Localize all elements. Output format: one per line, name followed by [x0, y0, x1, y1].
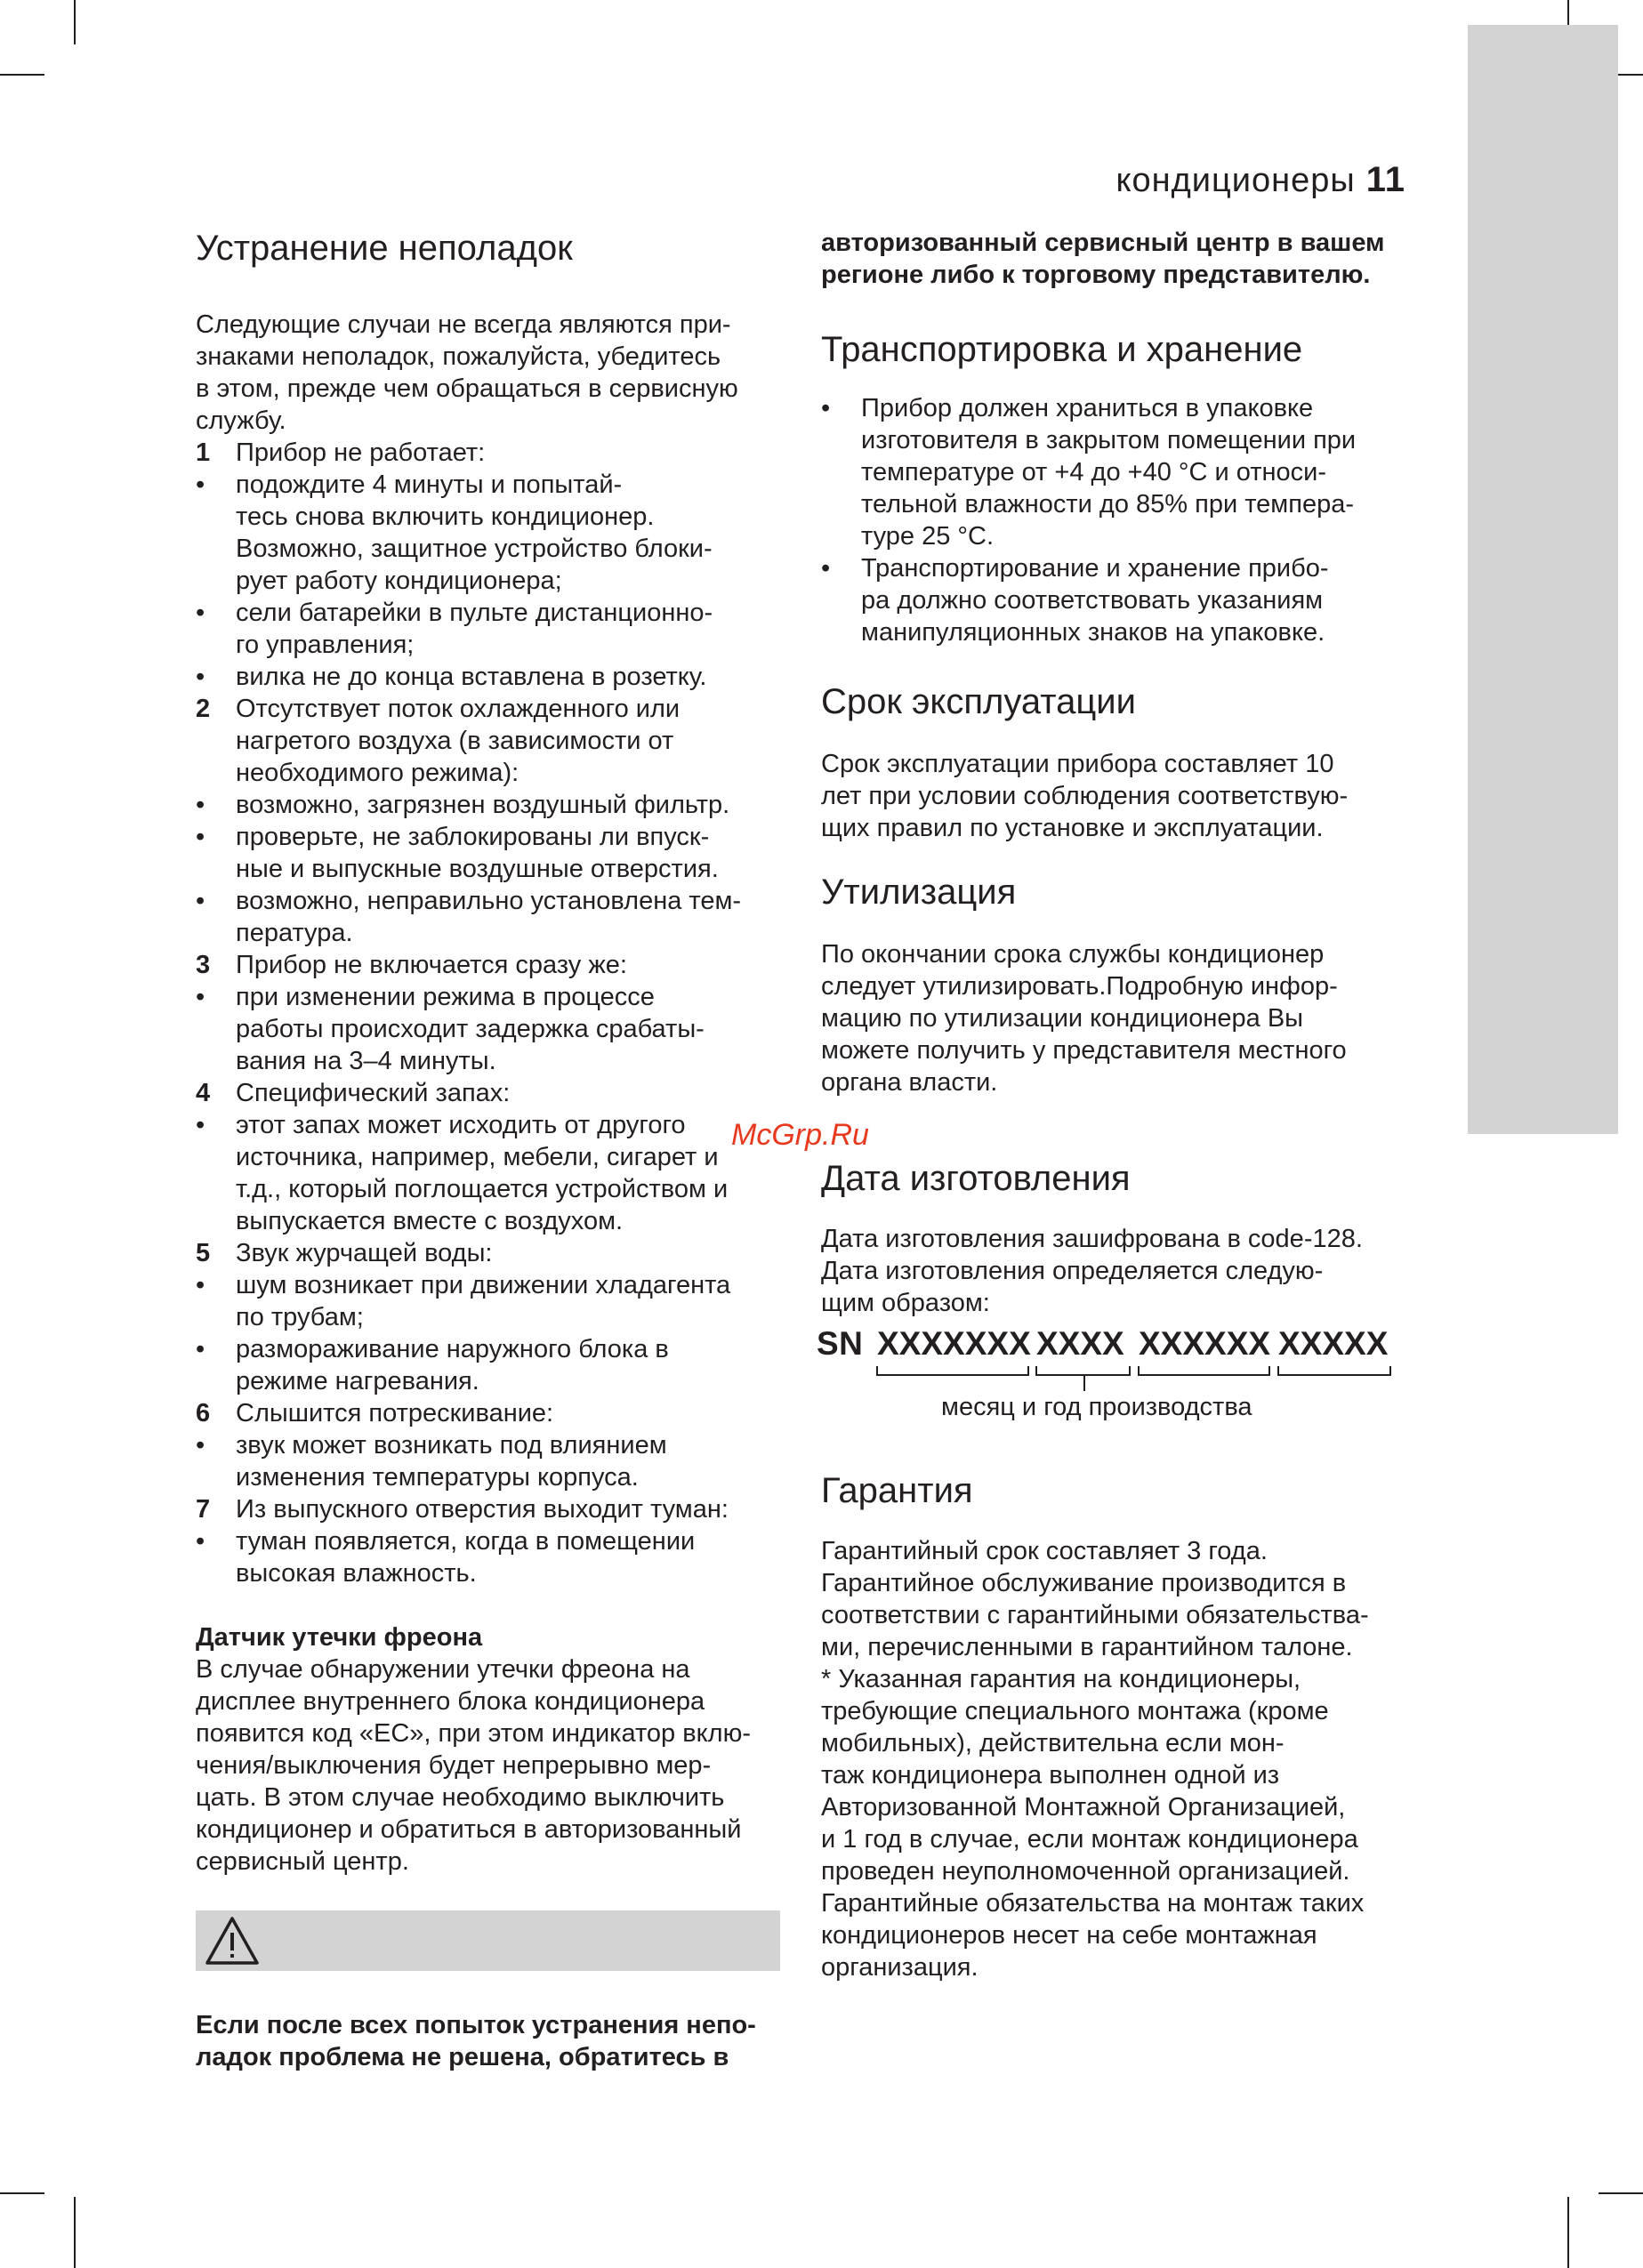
- text-line: Гарантийный срок составляет 3 года.: [821, 1537, 1268, 1565]
- text-line: щим образом:: [821, 1289, 990, 1317]
- text-line: возможно, загрязнен воздушный фильтр.: [236, 791, 730, 819]
- crop-mark: [0, 2192, 44, 2194]
- list-number: 3: [196, 951, 211, 979]
- list-item: [196, 789, 783, 821]
- list-item: [821, 392, 1417, 552]
- text-line: шум возникает при движении хладагента: [236, 1271, 731, 1299]
- text-line: по трубам;: [236, 1303, 364, 1331]
- text-line: По окончании срока службы кондиционер: [821, 940, 1325, 969]
- text-line: звук может возникать под влиянием: [236, 1431, 667, 1460]
- text-line: появится код «ЕС», при этом индикатор вклю-: [196, 1719, 751, 1748]
- bullet-icon: •: [196, 1111, 205, 1139]
- text-line: В случае обнаружении утечки фреона на: [196, 1655, 690, 1684]
- text-line: необходимого режима):: [236, 759, 519, 787]
- text-line: и 1 год в случае, если монтаж кондиционера: [821, 1825, 1358, 1854]
- list-item: [196, 661, 783, 693]
- text-line: пература.: [236, 919, 353, 947]
- text-line: кондиционеров несет на себе монтажная: [821, 1921, 1317, 1950]
- text-line: туре 25 °С.: [861, 522, 995, 551]
- watermark: McGrp.Ru: [731, 1118, 869, 1152]
- text-line: режиме нагревания.: [236, 1367, 479, 1395]
- text-line: проверьте, не заблокированы ли впуск-: [236, 823, 710, 851]
- serial-group: XXXX: [1036, 1325, 1124, 1362]
- serial-caption: месяц и год производства: [941, 1393, 1252, 1421]
- list-item: [196, 981, 783, 1077]
- text-line: * Указанная гарантия на кондиционеры,: [821, 1665, 1301, 1693]
- text-line: щих правил по установке и эксплуатации.: [821, 814, 1324, 842]
- date-title: Дата изготовления: [821, 1159, 1131, 1198]
- text-line: Прибор не работает:: [236, 438, 486, 467]
- serial-group: XXXXX: [1278, 1325, 1389, 1362]
- text-line: цать. В этом случае необходимо выключить: [196, 1783, 725, 1812]
- list-number: 6: [196, 1399, 211, 1428]
- text-line: чения/выключения будет непрерывно мер-: [196, 1751, 712, 1780]
- text-line: Гарантийные обязательства на монтаж таких: [821, 1889, 1365, 1918]
- list-number: 4: [196, 1079, 211, 1107]
- text-line: организация.: [821, 1953, 979, 1982]
- text-line: кондиционер и обратиться в авторизованный: [196, 1815, 742, 1844]
- freon-title: Датчик утечки фреона: [196, 1623, 483, 1652]
- text-line: подождите 4 минуты и попытай-: [236, 470, 623, 499]
- freon-text: [196, 1653, 783, 1878]
- list-item: [196, 1077, 783, 1109]
- text-line: Специфический запах:: [236, 1079, 511, 1107]
- text-line: следует утилизировать.Подробную инфор-: [821, 972, 1338, 1001]
- list-item: [196, 1397, 783, 1429]
- text-line: изменения температуры корпуса.: [236, 1463, 639, 1492]
- text-line: Отсутствует поток охлажденного или: [236, 695, 681, 723]
- text-line: рует работу кондиционера;: [236, 567, 562, 595]
- bullet-icon: •: [821, 394, 831, 422]
- list-item: [196, 1237, 783, 1269]
- bullet-icon: •: [196, 1431, 205, 1460]
- text-line: мобильных), действительна если мон-: [821, 1729, 1285, 1757]
- text-line: ные и выпускные воздушные отверстия.: [236, 855, 719, 883]
- warning-triangle-icon: [205, 1916, 260, 1966]
- bullet-icon: •: [196, 470, 205, 499]
- text-line: авторизованный сервисный центр в вашем: [821, 229, 1385, 257]
- bullet-icon: •: [196, 1335, 205, 1363]
- text-line: лет при условии соблюдения соответствую-: [821, 782, 1349, 810]
- text-line: Следующие случаи не всегда являются при-: [196, 310, 731, 339]
- text-line: го управления;: [236, 631, 415, 659]
- crop-mark: [1567, 2197, 1569, 2268]
- warning-text: [196, 2009, 801, 2073]
- text-line: сели батарейки в пульте дистанционно-: [236, 599, 713, 627]
- list-item: [196, 885, 783, 949]
- text-line: Из выпускного отверстия выходит туман:: [236, 1495, 729, 1524]
- transport-list: [821, 392, 1417, 648]
- list-item: [196, 597, 783, 661]
- list-item: [196, 1493, 783, 1525]
- troubleshooting-intro: [196, 309, 783, 437]
- text-line: Авторизованной Монтажной Организацией,: [821, 1793, 1346, 1822]
- warranty-title: Гарантия: [821, 1471, 973, 1510]
- text-line: источника, например, мебели, сигарет и: [236, 1143, 719, 1171]
- disposal-text: [821, 938, 1417, 1098]
- text-line: Звук журчащей воды:: [236, 1239, 493, 1267]
- text-line: туман появляется, когда в помещении: [236, 1527, 696, 1556]
- bullet-icon: •: [196, 599, 205, 627]
- text-line: ми, перечисленными в гарантийном талоне.: [821, 1633, 1353, 1661]
- serial-number-diagram: [817, 1325, 1395, 1432]
- list-item: [196, 949, 783, 981]
- text-line: требующие специального монтажа (кроме: [821, 1697, 1329, 1725]
- bullet-icon: •: [196, 823, 205, 851]
- text-line: тесь снова включить кондиционер.: [236, 503, 655, 531]
- list-item: [196, 821, 783, 885]
- list-item: [196, 469, 783, 597]
- text-line: размораживание наружного блока в: [236, 1335, 669, 1363]
- serial-group: XXXXXX: [1139, 1325, 1271, 1362]
- text-line: Срок эксплуатации прибора составляет 10: [821, 750, 1334, 778]
- text-line: изготовителя в закрытом помещении при: [861, 426, 1357, 454]
- serial-prefix: SN: [817, 1325, 864, 1362]
- service-continuation: [821, 227, 1417, 291]
- text-line: выпускается вместе с воздухом.: [236, 1207, 624, 1235]
- list-item: [196, 693, 783, 789]
- header-section: кондиционеры: [1115, 162, 1356, 199]
- right-column: [821, 227, 1417, 1319]
- text-line: Прибор не включается сразу же:: [236, 951, 627, 979]
- text-line: можете получить у представителя местного: [821, 1036, 1347, 1065]
- text-line: проведен неуполномоченной организацией.: [821, 1857, 1350, 1886]
- text-line: вания на 3–4 минуты.: [236, 1047, 496, 1075]
- text-line: тельной влажности до 85% при темпера-: [861, 490, 1354, 519]
- list-item: [196, 1109, 783, 1237]
- text-line: работы происходит задержка срабаты-: [236, 1015, 705, 1043]
- text-line: знаками неполадок, пожалуйста, убедитесь: [196, 342, 721, 371]
- list-number: 7: [196, 1495, 211, 1524]
- crop-mark: [74, 2197, 76, 2268]
- text-line: нагретого воздуха (в зависимости от: [236, 727, 674, 755]
- lifetime-title: Срок эксплуатации: [821, 682, 1136, 721]
- crop-mark: [74, 0, 76, 44]
- lifetime-text: [821, 748, 1417, 844]
- bullet-icon: •: [196, 1271, 205, 1299]
- text-line: мацию по утилизации кондиционера Вы: [821, 1004, 1304, 1033]
- text-line: сервисный центр.: [196, 1847, 409, 1876]
- bullet-icon: •: [196, 887, 205, 915]
- text-line: Слышится потрескивание:: [236, 1399, 554, 1428]
- text-line: этот запах может исходить от другого: [236, 1111, 686, 1139]
- list-item: [196, 437, 783, 469]
- text-line: дисплее внутреннего блока кондиционера: [196, 1687, 705, 1716]
- text-line: ра должно соответствовать указаниям: [861, 586, 1324, 615]
- bullet-icon: •: [196, 1527, 205, 1556]
- text-line: Дата изготовления зашифрована в code-128.: [821, 1225, 1363, 1253]
- bullet-icon: •: [196, 983, 205, 1011]
- text-line: при изменении режима в процессе: [236, 983, 655, 1011]
- text-line: Прибор должен храниться в упаковке: [861, 394, 1314, 422]
- text-line: Дата изготовления определяется следую-: [821, 1257, 1324, 1285]
- transport-title: Транспортировка и хранение: [821, 330, 1303, 369]
- bullet-icon: •: [196, 791, 205, 819]
- text-line: высокая влажность.: [236, 1559, 477, 1588]
- list-item: [196, 1525, 783, 1589]
- troubleshooting-title: Устранение неполадок: [196, 229, 573, 268]
- page-header: [1115, 160, 1405, 200]
- troubleshooting-list: [196, 437, 783, 1589]
- date-text: [821, 1223, 1417, 1319]
- bullet-icon: •: [196, 663, 205, 691]
- text-line: соответствии с гарантийными обязательства-: [821, 1601, 1369, 1629]
- bullet-icon: •: [821, 554, 831, 583]
- text-line: возможно, неправильно установлена тем-: [236, 887, 742, 915]
- list-item: [196, 1269, 783, 1333]
- warning-box: [196, 1910, 780, 1971]
- crop-mark: [0, 74, 44, 76]
- text-line: таж кондиционера выполнен одной из: [821, 1761, 1280, 1789]
- text-line: манипуляционных знаков на упаковке.: [861, 618, 1325, 647]
- text-line: регионе либо к торговому представителю.: [821, 261, 1371, 289]
- warranty-text: [821, 1535, 1435, 1983]
- text-line: Транспортирование и хранение прибо-: [861, 554, 1329, 583]
- list-number: 1: [196, 438, 211, 467]
- list-number: 2: [196, 695, 211, 723]
- list-item: [821, 552, 1417, 648]
- warranty-section: [821, 1469, 1435, 1983]
- serial-group: XXXXXXX: [877, 1325, 1031, 1362]
- text-line: Гарантийное обслуживание производится в: [821, 1569, 1347, 1597]
- text-line: ладок проблема не решена, обратитесь в: [196, 2043, 729, 2071]
- text-line: температуре от +4 до +40 °С и относи-: [861, 458, 1327, 487]
- text-line: Если после всех попыток устранения непо-: [196, 2011, 756, 2039]
- page-number: 11: [1365, 160, 1405, 199]
- disposal-title: Утилизация: [821, 873, 1017, 912]
- left-column: [196, 227, 783, 1878]
- text-line: органа власти.: [821, 1068, 998, 1097]
- list-item: [196, 1429, 783, 1493]
- text-line: службу.: [196, 406, 286, 435]
- crop-mark: [1599, 2192, 1643, 2194]
- text-line: т.д., который поглощается устройством и: [236, 1175, 729, 1203]
- list-item: [196, 1333, 783, 1397]
- text-line: в этом, прежде чем обращаться в сервисную: [196, 374, 738, 403]
- text-line: вилка не до конца вставлена в розетку.: [236, 663, 707, 691]
- side-tab: [1468, 25, 1618, 1134]
- text-line: Возможно, защитное устройство блоки-: [236, 535, 713, 563]
- list-number: 5: [196, 1239, 211, 1267]
